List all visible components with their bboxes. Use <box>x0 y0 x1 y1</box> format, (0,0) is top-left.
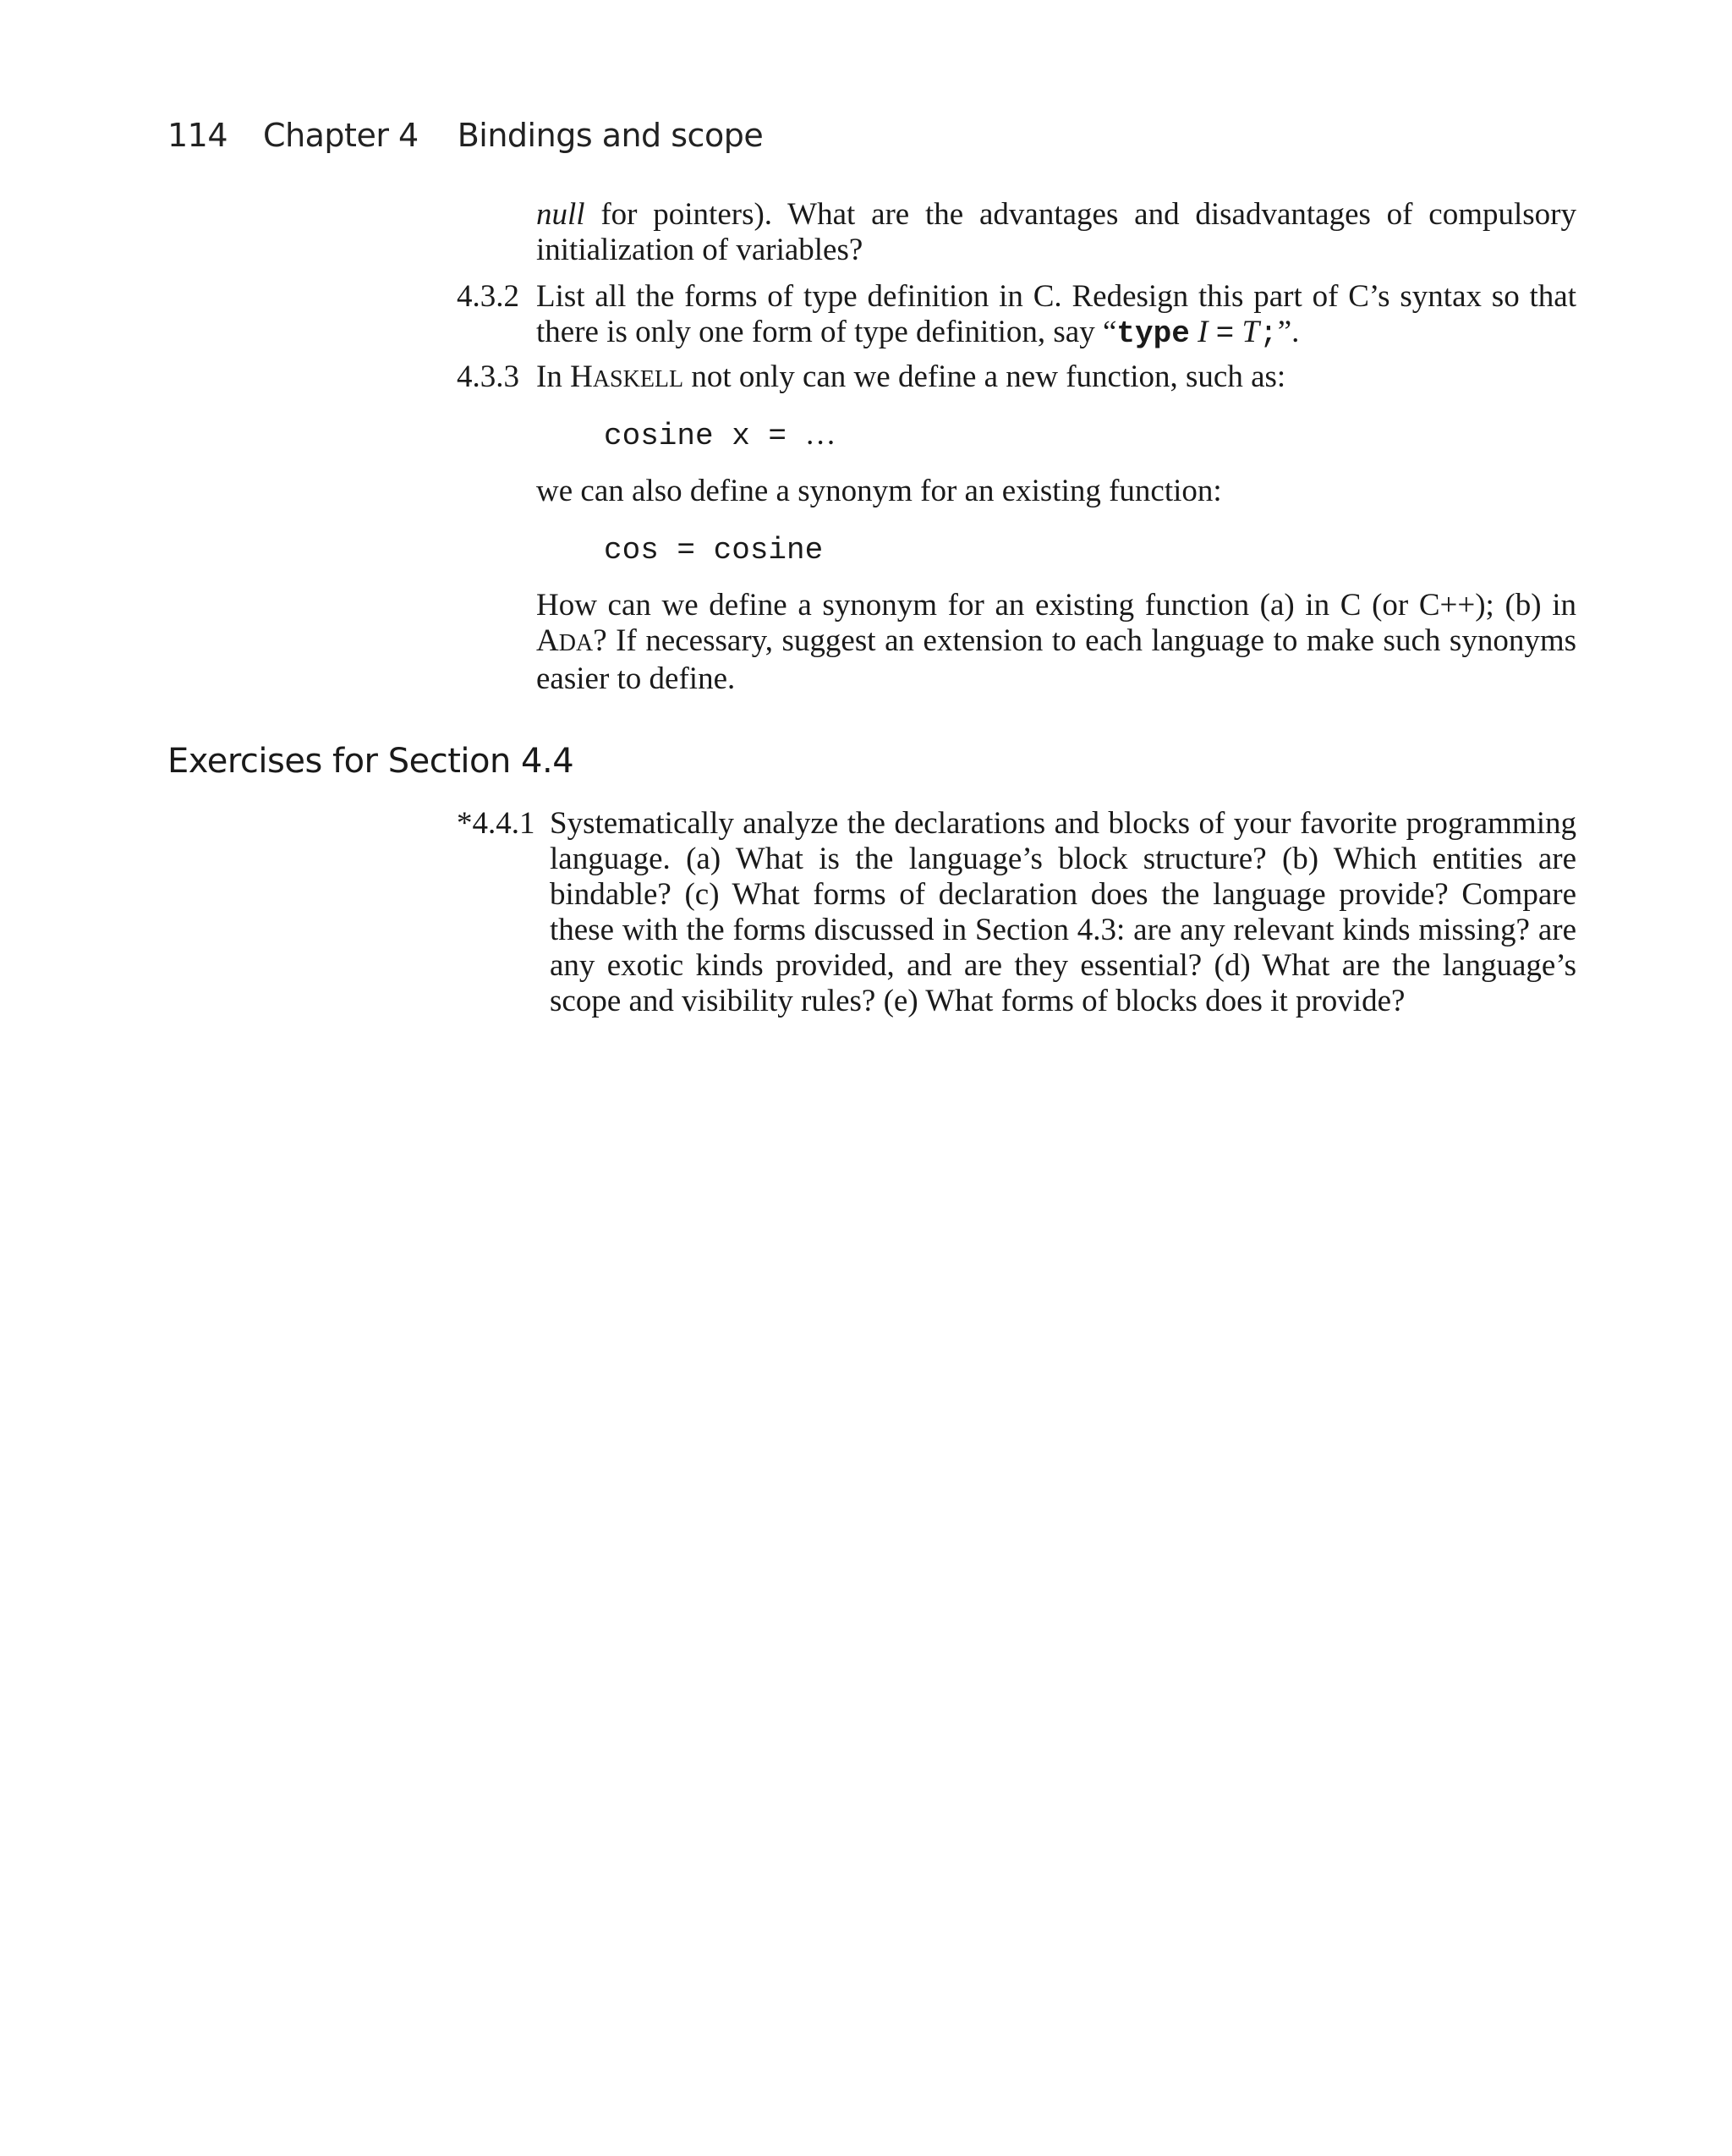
page-number: 114 <box>167 117 228 154</box>
exercise-number: 4.3.2 <box>457 279 519 314</box>
code-var-i: I <box>1198 315 1209 349</box>
section-heading: Exercises for Section 4.4 <box>167 742 574 781</box>
chapter-title: Bindings and scope <box>457 117 764 154</box>
exercise-body <box>536 359 1576 398</box>
exercise-number: *4.4.1 <box>457 806 535 841</box>
exercise-text-end: ”. <box>1277 315 1300 349</box>
code-example-cos <box>604 531 823 568</box>
exercise-body <box>536 279 1576 352</box>
question-paragraph <box>536 588 1576 697</box>
code-example-cosine <box>604 417 836 454</box>
exercise-text: List all the forms of type definition in C. Redesign this part of C’s syntax so that there is only one form of type definition, say “ <box>536 279 1576 349</box>
code-equals: = <box>1215 316 1235 351</box>
exercise-4-3-3 <box>457 359 1576 398</box>
code-keyword-type: type <box>1116 316 1190 351</box>
code-var-t: T <box>1241 315 1260 349</box>
continuation-paragraph <box>536 197 1576 268</box>
null-italic: null <box>536 197 585 232</box>
code-semicolon: ; <box>1259 316 1278 351</box>
exercise-4-4-1 <box>457 806 1576 1019</box>
exercise-body: Systematically analyze the declarations and blocks of your favorite programming language. (a) What is the language’s block structure? (b) Which entities are bindable? (c) What forms of declaration does the language provide? Compare these with the forms discussed in Section 4.3: are any relevant kinds missing? are any exotic kinds provided, and are they essential? (d) What are the language’s scope and visibility rules? (e) What forms of blocks does it provide? <box>550 806 1576 1018</box>
ada-smallcaps-rest: DA <box>558 630 594 656</box>
code-text: cos = cosine <box>604 533 824 568</box>
exercise-text-rest: not only can we define a new function, such as: <box>683 359 1286 394</box>
haskell-smallcaps-initial: H <box>570 359 593 394</box>
exercise-text: In <box>536 359 571 394</box>
ada-smallcaps-initial: A <box>536 623 559 658</box>
chapter-label: Chapter 4 <box>263 117 419 154</box>
question-text-end: ? If necessary, suggest an extension to each language to make such synonyms easier to define. <box>536 623 1576 696</box>
exercise-4-3-2 <box>457 279 1576 352</box>
exercise-number: 4.3.3 <box>457 359 519 394</box>
code-text: cosine x = <box>604 419 805 453</box>
continuation-text: for pointers). What are the advantages and disadvantages of compulsory initialization of variables? <box>536 197 1576 267</box>
synonym-paragraph: we can also define a synonym for an existing function: <box>536 474 1222 508</box>
running-head <box>167 117 763 154</box>
haskell-smallcaps-rest: ASKELL <box>592 366 684 392</box>
question-text: How can we define a synonym for an existing function (a) in C (or C++); (b) in <box>536 588 1576 623</box>
code-ellipsis: … <box>804 417 836 452</box>
